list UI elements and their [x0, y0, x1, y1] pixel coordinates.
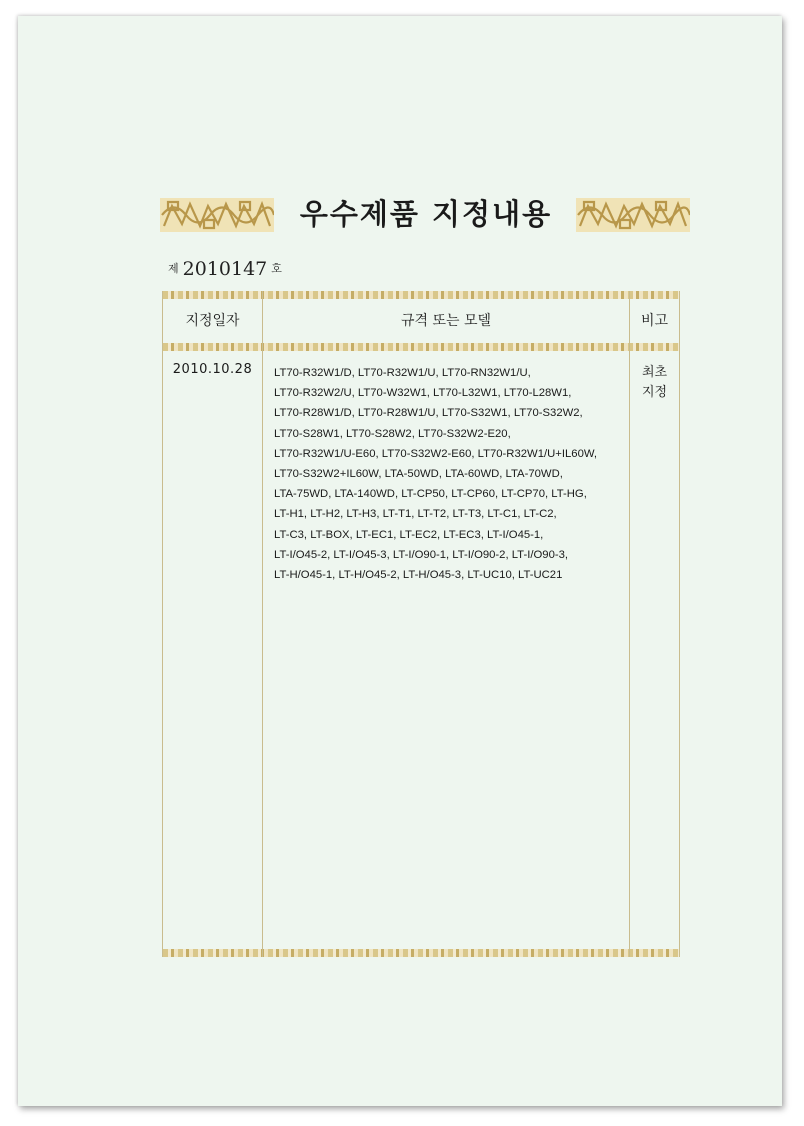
column-divider: [262, 291, 263, 957]
designation-date-cell: 2010.10.28: [172, 362, 253, 377]
certificate-suffix: 호: [271, 262, 282, 275]
model-line: LT-H1, LT-H2, LT-H3, LT-T1, LT-T2, LT-T3, LT-C1, LT-C2,: [274, 508, 557, 521]
ornament-pattern-left: [160, 198, 274, 232]
remarks-cell: [630, 363, 679, 403]
certificate-prefix: 제: [168, 262, 179, 275]
header-remarks: 비고: [640, 313, 669, 329]
table-top-border-pattern: [163, 291, 679, 299]
certificate-page: [18, 16, 782, 1106]
title-row: [160, 192, 690, 236]
designation-table: [162, 291, 680, 957]
model-line: LT70-S32W2+IL60W, LTA-50WD, LTA-60WD, LTA-70WD,: [274, 468, 563, 481]
remarks-line: 최초: [641, 365, 668, 380]
model-line: LT70-R32W1/U-E60, LT70-S32W2-E60, LT70-R32W1/U+IL60W,: [274, 447, 598, 460]
model-line: LT-C3, LT-BOX, LT-EC1, LT-EC2, LT-EC3, LT-I/O45-1,: [274, 528, 544, 541]
model-list-cell: [274, 363, 624, 585]
header-spec-or-model: 규격 또는 모델: [400, 313, 492, 329]
model-line: LT-H/O45-1, LT-H/O45-2, LT-H/O45-3, LT-UC10, LT-UC21: [274, 569, 563, 582]
page-title: 우수제품 지정내용: [299, 197, 553, 231]
certificate-number-value: 2010147: [182, 258, 268, 280]
model-line: LT70-R28W1/D, LT70-R28W1/U, LT70-S32W1, LT70-S32W2,: [274, 407, 583, 420]
model-line: LT70-S28W1, LT70-S28W2, LT70-S32W2-E20,: [274, 427, 511, 440]
model-line: LT70-R32W1/D, LT70-R32W1/U, LT70-RN32W1/U,: [274, 367, 531, 379]
ornament-pattern-right: [576, 198, 690, 232]
remarks-line: 지정: [641, 385, 668, 400]
model-line: LTA-75WD, LTA-140WD, LT-CP50, LT-CP60, LT-CP70, LT-HG,: [274, 488, 587, 501]
header-designation-date: 지정일자: [185, 313, 240, 329]
certificate-number: [168, 258, 282, 284]
table-header-divider-pattern: [163, 343, 679, 351]
model-line: LT70-R32W2/U, LT70-W32W1, LT70-L32W1, LT70-L28W1,: [274, 387, 572, 400]
table-bottom-border-pattern: [163, 949, 679, 957]
model-line: LT-I/O45-2, LT-I/O45-3, LT-I/O90-1, LT-I/O90-2, LT-I/O90-3,: [274, 548, 569, 561]
